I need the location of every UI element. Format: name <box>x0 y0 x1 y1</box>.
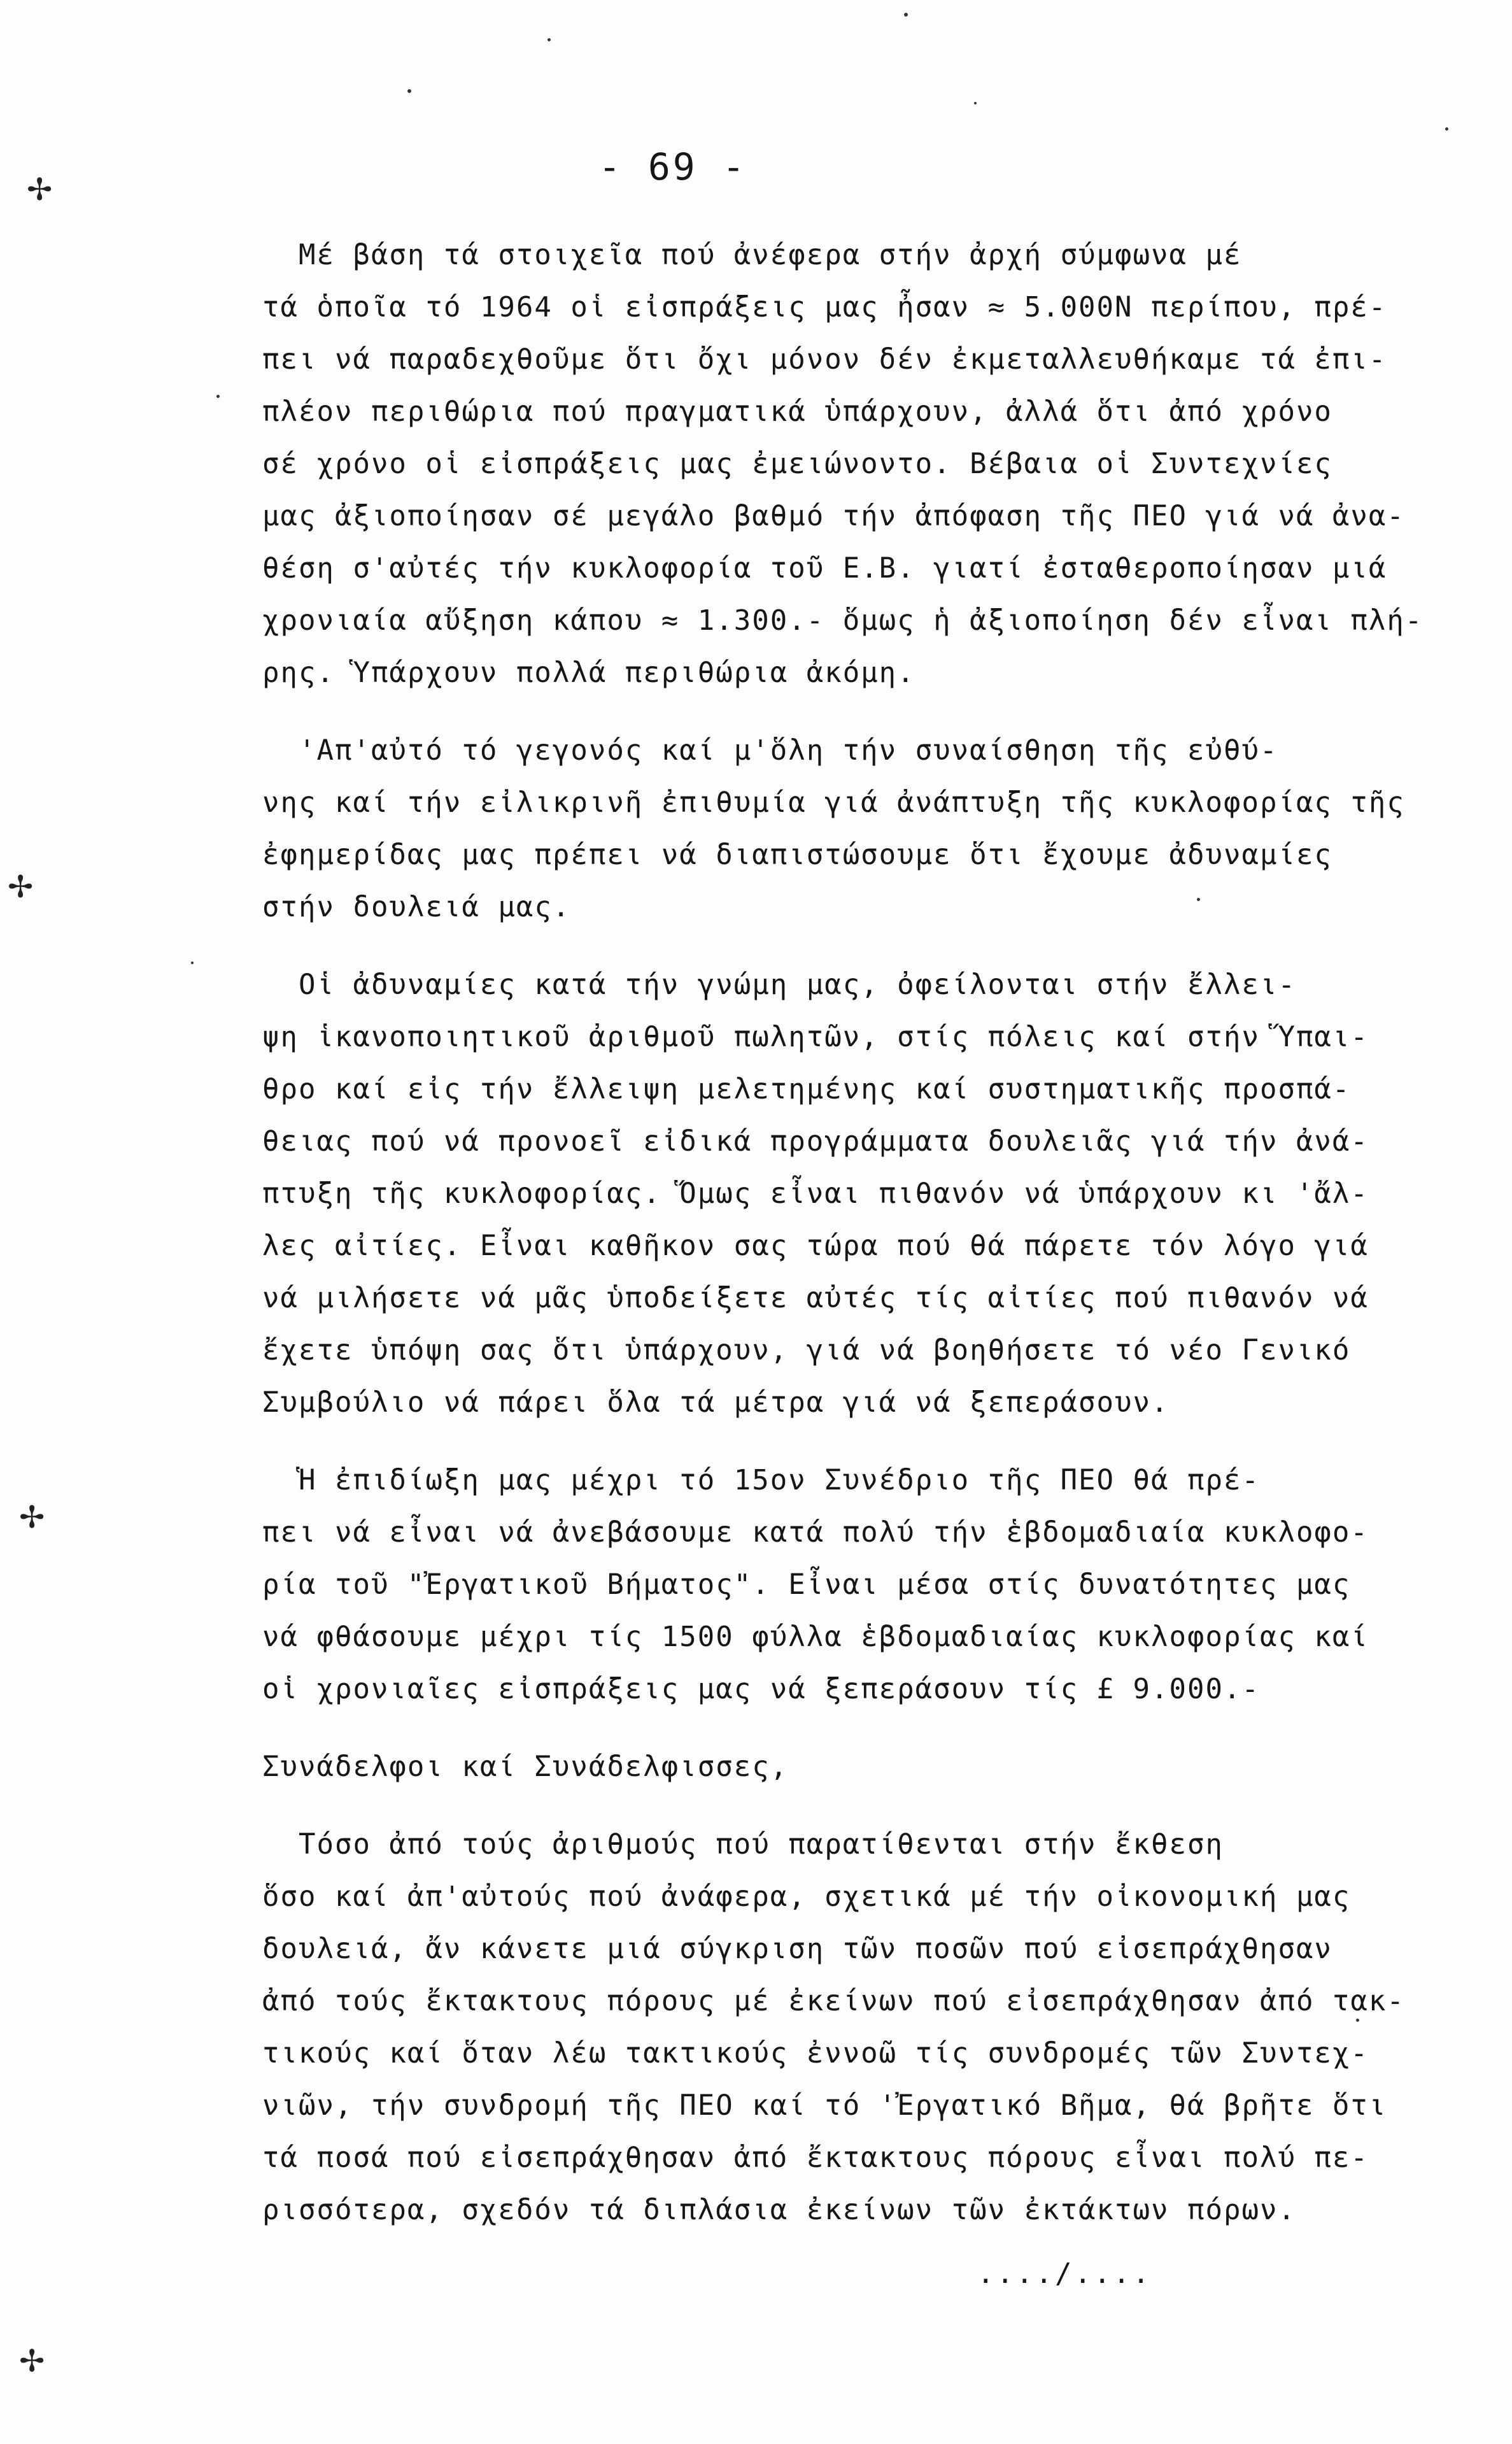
page-number: - 69 - <box>598 145 747 188</box>
scan-speck <box>191 962 194 964</box>
text-line: τικούς καί ὅταν λέω τακτικούς ἐννοῶ τίς συνδρομές τῶν Συντεχ- <box>262 2037 1369 2070</box>
text-line: σέ χρόνο οἱ εἰσπράξεις μας ἐμειώνοντο. Βέβαια οἱ Συντεχνίες <box>262 448 1332 480</box>
text-line: δουλειά, ἄν κάνετε μιά σύγκριση τῶν ποσῶν πού εἰσεπράχθησαν <box>262 1933 1332 1965</box>
scan-speck <box>216 395 220 398</box>
text-line: ρης. Ὑπάρχουν πολλά περιθώρια ἀκόμη. <box>262 657 915 689</box>
text-line: νά μιλήσετε νά μᾶς ὑποδείξετε αὐτές τίς αἰτίες πού πιθανόν νά <box>262 1282 1369 1314</box>
text-line: θειας πού νά προνοεῖ εἰδικά προγράμματα δουλειᾶς γιά τήν ἀνά- <box>262 1125 1369 1158</box>
text-line: Ἡ ἐπιδίωξη μας μέχρι τό 15ον Συνέδριο τῆς ΠΕΟ θά πρέ- <box>262 1464 1260 1496</box>
text-line: Συμβούλιο νά πάρει ὅλα τά μέτρα γιά νά ξεπεράσουν. <box>262 1386 1169 1419</box>
text-line: ἔχετε ὑπόψη σας ὅτι ὑπάρχουν, γιά νά βοηθήσετε τό νέο Γενικό <box>262 1334 1351 1367</box>
text-line: πλέον περιθώρια πού πραγματικά ὑπάρχουν, ἀλλά ὅτι ἀπό χρόνο <box>262 395 1332 428</box>
text-line: χρονιαία αὔξηση κάπου ≈ 1.300.- ὅμως ἡ ἀξιοποίηση δέν εἶναι πλή- <box>262 604 1424 637</box>
margin-mark-icon: ✢ <box>27 172 53 208</box>
text-line: πτυξη τῆς κυκλοφορίας. Ὅμως εἶναι πιθανόν νά ὑπάρχουν κι 'ἄλ- <box>262 1177 1369 1210</box>
scan-speck <box>1445 127 1448 131</box>
paragraph <box>262 725 1405 934</box>
text-line: ρία τοῦ "Ἐργατικοῦ Βήματος". Εἶναι μέσα στίς δυνατότητες μας <box>262 1568 1351 1601</box>
margin-mark-icon: ✢ <box>8 869 34 905</box>
paragraph <box>262 1454 1369 1716</box>
text-line: θρο καί εἰς τήν ἔλλειψη μελετημένης καί συστηματικῆς προσπά- <box>262 1073 1351 1105</box>
text-line: ρισσότερα, σχεδόν τά διπλάσια ἐκείνων τῶν ἐκτάκτων πόρων. <box>262 2194 1296 2226</box>
paragraph <box>262 1819 1405 2236</box>
scan-speck <box>407 89 411 93</box>
text-line: 'Απ'αὐτό τό γεγονός καί μ'ὅλη τήν συναίσθηση τῆς εὐθύ- <box>262 734 1278 767</box>
body-text <box>262 229 1424 2236</box>
text-line: τά ποσά πού εἰσεπράχθησαν ἀπό ἔκτακτους πόρους εἶναι πολύ πε- <box>262 2142 1369 2174</box>
text-line: ἀπό τούς ἔκτακτους πόρους μέ ἐκείνων πού εἰσεπράχθησαν ἀπό τακ- <box>262 1985 1405 2017</box>
margin-mark-icon: ✢ <box>19 2343 45 2379</box>
text-line: πει νά εἶναι νά ἀνεβάσουμε κατά πολύ τήν ἑβδομαδιαία κυκλοφο- <box>262 1516 1369 1549</box>
text-line: ὅσο καί ἀπ'αὐτούς πού ἀνάφερα, σχετικά μέ τήν οἰκονομική μας <box>262 1880 1351 1913</box>
text-line: στήν δουλειά μας. <box>262 891 571 923</box>
text-line: Οἱ ἀδυναμίες κατά τήν γνώμη μας, ὀφείλονται στήν ἔλλει- <box>262 969 1296 1001</box>
scan-speck <box>974 102 977 104</box>
margin-mark-icon: ✢ <box>19 1500 45 1535</box>
text-line: λες αἰτίες. Εἶναι καθῆκον σας τώρα πού θά πάρετε τόν λόγο γιά <box>262 1230 1369 1262</box>
text-line: Τόσο ἀπό τούς ἀριθμούς πού παρατίθενται στήν ἔκθεση <box>262 1828 1224 1861</box>
continuation-mark: ..../.... <box>977 2257 1152 2290</box>
text-line: νά φθάσουμε μέχρι τίς 1500 φύλλα ἑβδομαδιαίας κυκλοφορίας καί <box>262 1621 1369 1653</box>
text-line: μας ἀξιοποίησαν σέ μεγάλο βαθμό τήν ἀπόφαση τῆς ΠΕΟ γιά νά ἀνα- <box>262 500 1405 532</box>
scan-speck <box>904 13 908 17</box>
paragraph <box>262 959 1369 1429</box>
text-line: τά ὁποῖα τό 1964 οἱ εἰσπράξεις μας ἦσαν ≈ 5.000Ν περίπου, πρέ- <box>262 291 1387 323</box>
text-line: ψη ἱκανοποιητικοῦ ἀριθμοῦ πωλητῶν, στίς πόλεις καί στήν Ὕπαι- <box>262 1021 1369 1053</box>
text-line: ἐφημερίδας μας πρέπει νά διαπιστώσουμε ὅτι ἔχουμε ἀδυναμίες <box>262 839 1332 871</box>
paragraph <box>262 229 1424 699</box>
text-line: νης καί τήν εἰλικρινῆ ἐπιθυμία γιά ἀνάπτυξη τῆς κυκλοφορίας τῆς <box>262 786 1405 819</box>
text-line: θέση σ'αὐτές τήν κυκλοφορία τοῦ Ε.Β. γιατί ἐσταθεροποίησαν μιά <box>262 552 1387 585</box>
scan-speck <box>1197 898 1200 901</box>
text-line: οἱ χρονιαῖες εἰσπράξεις μας νά ξεπεράσουν τίς £ 9.000.- <box>262 1673 1260 1705</box>
text-line: Μέ βάση τά στοιχεῖα πού ἀνέφερα στήν ἀρχή σύμφωνα μέ <box>262 239 1242 271</box>
scan-speck <box>1356 2019 1359 2022</box>
text-line: πει νά παραδεχθοῦμε ὅτι ὄχι μόνον δέν ἐκμεταλλευθήκαμε τά ἐπι- <box>262 343 1387 376</box>
salutation <box>262 1741 1357 1793</box>
scan-speck <box>548 38 551 41</box>
text-line: νιῶν, τήν συνδρομή τῆς ΠΕΟ καί τό 'Ἐργατικό Βῆμα, θά βρῆτε ὅτι <box>262 2089 1387 2122</box>
text-line: Συνάδελφοι καί Συνάδελφισσες, <box>262 1751 789 1783</box>
